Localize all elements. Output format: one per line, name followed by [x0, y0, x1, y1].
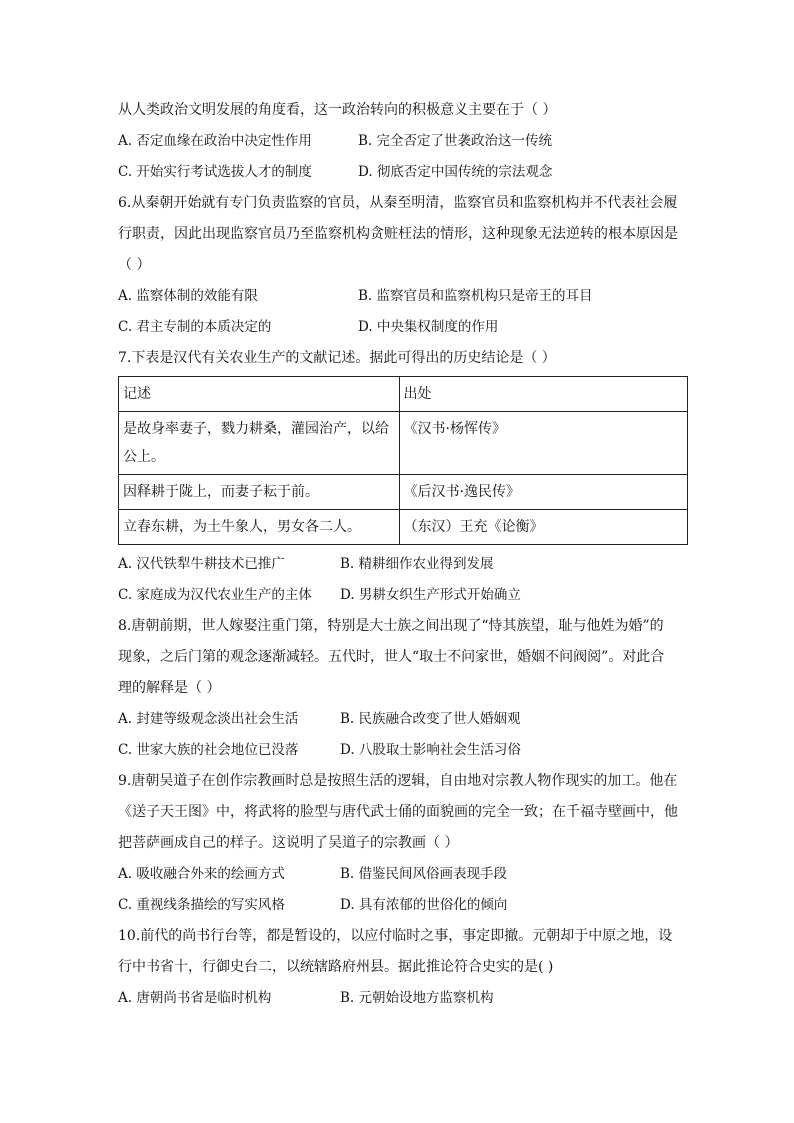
table-cell-source: （东汉）王充《论衡》 — [399, 510, 688, 545]
q6-stem-line-2: 行职责，因此出现监察官员乃至监察机构贪赃枉法的情形，这种现象无法逆转的根本原因是 — [118, 226, 678, 242]
q10-option-b[interactable]: B. 元朝始设地方监察机构 — [340, 990, 494, 1006]
q8-options-row-2 — [118, 735, 690, 766]
q9-options-row-2 — [118, 890, 690, 921]
q6-options-row-2 — [118, 312, 690, 343]
q9-stem-line-2: 《送子天王图》中，将武将的脸型与唐代武士俑的面貌画的完全一致；在千福寺壁画中，他 — [118, 804, 678, 820]
q5-stem: 从人类政治文明发展的角度看，这一政治转向的积极意义主要在于（ ） — [118, 102, 557, 118]
q7-stem: 7.下表是汉代有关农业生产的文献记述。据此可得出的历史结论是（ ） — [118, 350, 556, 366]
q6-stem-line-1: 6.从秦朝开始就有专门负责监察的官员，从秦至明清，监察官员和监察机构并不代表社会履 — [118, 195, 678, 211]
q8-stem-line-3: 理的解释是（ ） — [118, 680, 221, 696]
q7-option-a[interactable]: A. 汉代铁犁牛耕技术已推广 — [118, 556, 285, 572]
q8-option-c[interactable]: C. 世家大族的社会地位已没落 — [118, 742, 299, 758]
q9-option-d[interactable]: D. 具有浓郁的世俗化的倾向 — [340, 897, 508, 913]
table-cell-source: 《后汉书·逸民传》 — [399, 475, 688, 510]
q9-option-c[interactable]: C. 重视线条描绘的写实风格 — [118, 897, 285, 913]
q6-option-a[interactable]: A. 监察体制的效能有限 — [118, 288, 258, 304]
q7-source-table — [118, 376, 688, 545]
q8-option-a[interactable]: A. 封建等级观念淡出社会生活 — [118, 711, 299, 727]
q9-stem-line-1: 9.唐朝吴道子在创作宗教画时总是按照生活的逻辑，自由地对宗教人物作现实的加工。他在 — [118, 773, 678, 789]
q8-stem-line-1: 8.唐朝前期，世人嫁娶注重门第，特别是大士族之间出现了“恃其族望，耻与他姓为婚”的 — [118, 618, 664, 634]
q9-options-row-1 — [118, 859, 690, 890]
q9-stem-line-3: 把菩萨画成自己的样子。这说明了吴道子的宗教画（ ） — [118, 835, 459, 851]
q6-option-c[interactable]: C. 君主专制的本质决定的 — [118, 319, 272, 335]
q5-option-d[interactable]: D. 彻底否定中国传统的宗法观念 — [358, 164, 553, 180]
q6-option-d[interactable]: D. 中央集权制度的作用 — [358, 319, 499, 335]
table-row — [119, 510, 688, 545]
q9-option-b[interactable]: B. 借鉴民间风俗画表现手段 — [340, 866, 508, 882]
q6-options-row-1 — [118, 281, 690, 312]
q7-options-row-2 — [118, 580, 690, 611]
q5-option-a[interactable]: A. 否定血缘在政治中决定性作用 — [118, 133, 312, 149]
table-row — [119, 412, 688, 475]
q8-option-b[interactable]: B. 民族融合改变了世人婚姻观 — [340, 711, 521, 727]
q5-options-row-2 — [118, 157, 690, 188]
q7-option-d[interactable]: D. 男耕女织生产形式开始确立 — [340, 587, 521, 603]
table-cell-source: 《汉书·杨恽传》 — [399, 412, 688, 475]
q7-options-row-1 — [118, 549, 690, 580]
table-header-row — [119, 377, 688, 412]
q5-option-b[interactable]: B. 完全否定了世袭政治这一传统 — [358, 133, 553, 149]
q7-option-c[interactable]: C. 家庭成为汉代农业生产的主体 — [118, 587, 312, 603]
q6-stem-line-3: （ ） — [118, 257, 151, 273]
q5-options-row-1 — [118, 126, 690, 157]
table-cell-record: 是故身率妻子，戮力耕桑，灌园治产，以给公上。 — [119, 412, 400, 475]
table-header-record: 记述 — [119, 377, 400, 412]
table-cell-record: 因释耕于陇上，而妻子耘于前。 — [119, 475, 400, 510]
q10-stem-line-2: 行中书省十，行御史台二，以统辖路府州县。据此推论符合史实的是( ) — [118, 959, 554, 975]
q9-option-a[interactable]: A. 吸收融合外来的绘画方式 — [118, 866, 285, 882]
q10-options-row-1 — [118, 983, 690, 1014]
table-header-source: 出处 — [399, 377, 688, 412]
q7-option-b[interactable]: B. 精耕细作农业得到发展 — [340, 556, 494, 572]
q6-option-b[interactable]: B. 监察官员和监察机构只是帝王的耳目 — [358, 288, 593, 304]
q8-stem-line-2: 现象，之后门第的观念逐渐减轻。五代时，世人“取士不问家世，婚姻不问阀阅”。对此合 — [118, 649, 665, 665]
table-row — [119, 475, 688, 510]
q8-option-d[interactable]: D. 八股取士影响社会生活习俗 — [340, 742, 521, 758]
table-cell-record: 立春东耕，为土牛象人，男女各二人。 — [119, 510, 400, 545]
q8-options-row-1 — [118, 704, 690, 735]
q10-stem-line-1: 10.前代的尚书行台等，都是暂设的，以应付临时之事，事定即撤。元朝却于中原之地，设 — [118, 928, 673, 944]
q5-option-c[interactable]: C. 开始实行考试选拔人才的制度 — [118, 164, 312, 180]
exam-page — [118, 95, 690, 1014]
q10-option-a[interactable]: A. 唐朝尚书省是临时机构 — [118, 990, 272, 1006]
